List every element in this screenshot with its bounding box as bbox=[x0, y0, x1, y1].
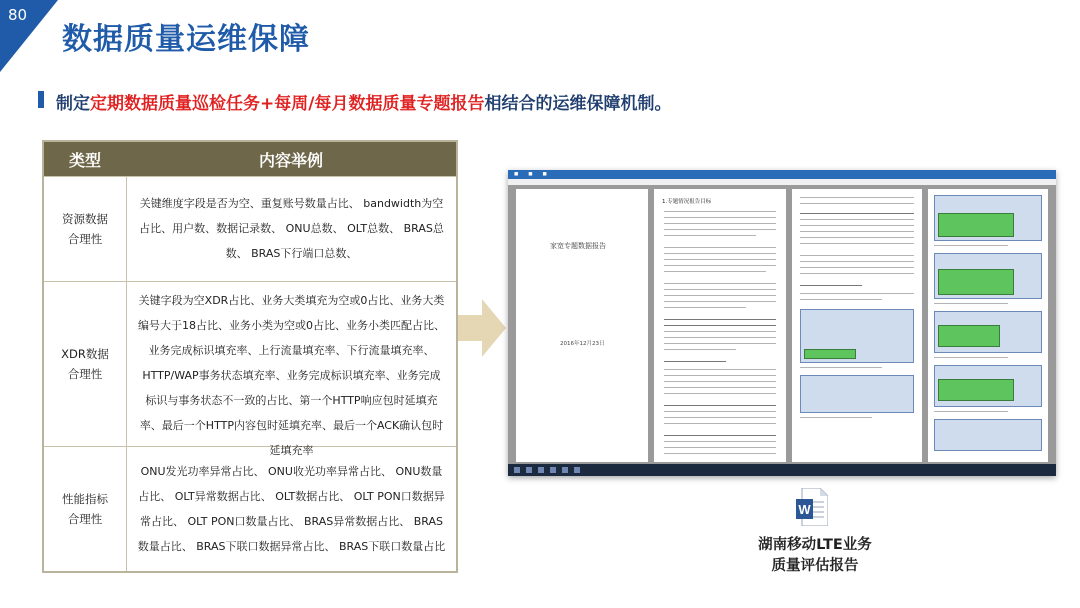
subtitle-highlight: 定期数据质量巡检任务+每周/每月数据质量专题报告 bbox=[90, 94, 485, 114]
document-view bbox=[508, 185, 1056, 464]
subtitle-marker bbox=[38, 91, 44, 108]
svg-text:W: W bbox=[798, 502, 811, 517]
row-content: 关键字段为空XDR占比、业务大类填充为空或0占比、业务大类编号大于18占比、业务小类为空或0占比、业务小类匹配占比、业务完成标识填充率、上行流量填充率、下行流量填充率、HTTP/WAP事务状态填充率、业务完成标识填充率、业务完成标识与事务状态不一致的占比、第一个HTTP响应包时延填充率、最后一个HTTP内容包时延填充率、最后一个ACK确认包时延填充率 bbox=[138, 294, 445, 457]
cover-page bbox=[516, 189, 648, 462]
table-row bbox=[44, 176, 456, 281]
table-row bbox=[44, 281, 456, 457]
report-caption: 湖南移动LTE业务 质量评估报告 bbox=[758, 537, 872, 574]
analysis-page bbox=[792, 189, 922, 462]
header-type: 类型 bbox=[68, 150, 101, 170]
table-row bbox=[44, 446, 456, 571]
text-page bbox=[654, 189, 786, 462]
window-titlebar: ■ ■ ■ bbox=[508, 170, 1056, 179]
row-type: 性能指标 合理性 bbox=[44, 447, 127, 571]
embedded-figure bbox=[800, 375, 914, 413]
word-document-icon bbox=[796, 488, 828, 526]
table-header bbox=[44, 142, 456, 176]
row-content: ONU发光功率异常占比、 ONU收光功率异常占比、 ONU数量占比、 OLT异常数据占比、 OLT数据占比、 OLT PON口数据异常占比、 OLT PON口数量占比、 BRAS异常数据占比、 BRAS数量占比、 BRAS下联口数据异常占比、 BRAS下联口数量占比 bbox=[137, 465, 446, 553]
subtitle-part: 相结合的运维保障机制。 bbox=[484, 94, 672, 114]
report-screenshot bbox=[508, 170, 1056, 476]
header-content: 内容举例 bbox=[258, 150, 323, 170]
page-number: 80 bbox=[8, 6, 28, 24]
right-arrow-icon bbox=[458, 297, 508, 359]
taskbar bbox=[508, 464, 1056, 476]
embedded-figure bbox=[934, 419, 1042, 451]
section-heading: 1.专题情况报告目标 bbox=[662, 199, 712, 205]
slide-subtitle bbox=[56, 89, 671, 114]
slide-title: 数据质量运维保障 bbox=[62, 22, 310, 57]
cover-title: 家宽专题数据报告 bbox=[550, 242, 606, 250]
row-content: 关键维度字段是否为空、重复账号数量占比、 bandwidth为空占比、用户数、数据记录数、 ONU总数、 OLT总数、 BRAS总数、 BRAS下行端口总数、 bbox=[139, 197, 444, 260]
subtitle-part: 制定 bbox=[56, 94, 90, 114]
quality-check-table bbox=[42, 140, 458, 573]
row-type: XDR数据 合理性 bbox=[44, 282, 127, 446]
charts-page bbox=[928, 189, 1048, 462]
report-date: 2016年12月23日 bbox=[560, 341, 605, 347]
row-type: 资源数据 合理性 bbox=[44, 177, 127, 281]
